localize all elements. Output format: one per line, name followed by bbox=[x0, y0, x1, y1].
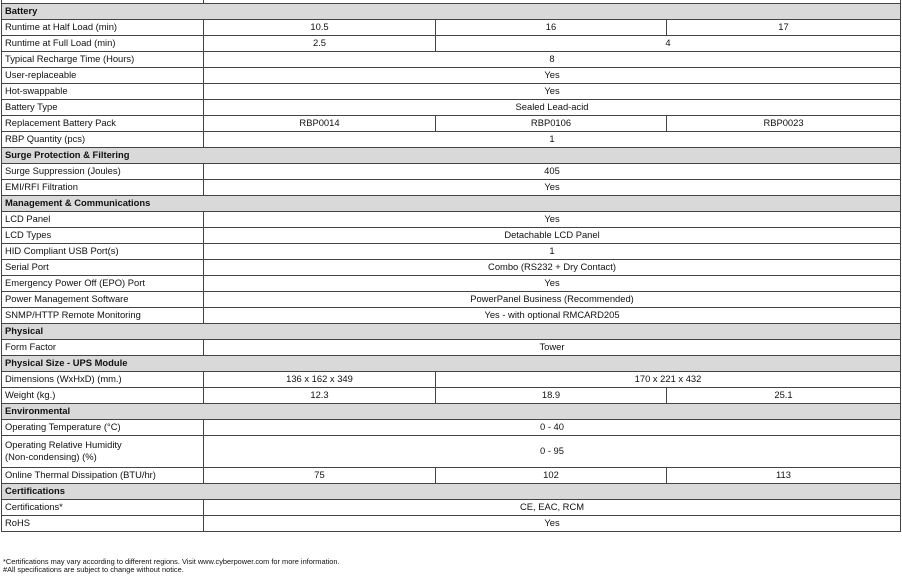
row-label: Certifications* bbox=[2, 499, 204, 515]
row-label: Power Management Software bbox=[2, 291, 204, 307]
section-header bbox=[2, 3, 901, 19]
row-label: Hot-swappable bbox=[2, 83, 204, 99]
row-value: Yes bbox=[204, 275, 901, 291]
row-value: 102 bbox=[436, 467, 667, 483]
table-row bbox=[2, 67, 901, 83]
row-label: Surge Suppression (Joules) bbox=[2, 163, 204, 179]
row-label: Serial Port bbox=[2, 259, 204, 275]
table-row bbox=[2, 515, 901, 531]
row-value: 10.5 bbox=[204, 19, 436, 35]
row-value: 1 bbox=[204, 243, 901, 259]
row-label: EMI/RFI Filtration bbox=[2, 179, 204, 195]
table-row bbox=[2, 371, 901, 387]
table-row bbox=[2, 467, 901, 483]
row-label: User-replaceable bbox=[2, 67, 204, 83]
row-value: Yes bbox=[204, 179, 901, 195]
row-label: Replacement Battery Pack bbox=[2, 115, 204, 131]
row-value: Sealed Lead-acid bbox=[204, 99, 901, 115]
table-row bbox=[2, 275, 901, 291]
section-title: Certifications bbox=[2, 483, 901, 499]
row-value: Yes bbox=[204, 83, 901, 99]
row-value: 75 bbox=[204, 467, 436, 483]
section-header bbox=[2, 195, 901, 211]
section-title: Environmental bbox=[2, 403, 901, 419]
table-row bbox=[2, 339, 901, 355]
row-label: Online Thermal Dissipation (BTU/hr) bbox=[2, 467, 204, 483]
table-row bbox=[2, 435, 901, 467]
row-value: Detachable LCD Panel bbox=[204, 227, 901, 243]
row-value: CE, EAC, RCM bbox=[204, 499, 901, 515]
row-value: 16 bbox=[436, 19, 667, 35]
table-row bbox=[2, 259, 901, 275]
row-label: Weight (kg.) bbox=[2, 387, 204, 403]
section-header bbox=[2, 355, 901, 371]
row-label: Battery Type bbox=[2, 99, 204, 115]
section-title: Surge Protection & Filtering bbox=[2, 147, 901, 163]
section-header bbox=[2, 323, 901, 339]
table-row bbox=[2, 83, 901, 99]
row-value: RBP0023 bbox=[667, 115, 901, 131]
section-title: Physical bbox=[2, 323, 901, 339]
row-value: Yes bbox=[204, 515, 901, 531]
row-label-line: Operating Relative Humidity bbox=[5, 439, 122, 450]
table-row bbox=[2, 99, 901, 115]
row-value: 136 x 162 x 349 bbox=[204, 371, 436, 387]
row-value: RBP0014 bbox=[204, 115, 436, 131]
table-row bbox=[2, 179, 901, 195]
row-value: 0 - 40 bbox=[204, 419, 901, 435]
table-row bbox=[2, 131, 901, 147]
section-header bbox=[2, 483, 901, 499]
row-label: LCD Types bbox=[2, 227, 204, 243]
row-label: Runtime at Half Load (min) bbox=[2, 19, 204, 35]
table-row bbox=[2, 115, 901, 131]
row-value: 8 bbox=[204, 51, 901, 67]
footnote-disclaimer: #All specifications are subject to change without notice. bbox=[3, 565, 184, 575]
table-row bbox=[2, 499, 901, 515]
row-value: 2.5 bbox=[204, 35, 436, 51]
row-value: 25.1 bbox=[667, 387, 901, 403]
row-value: 1 bbox=[204, 131, 901, 147]
row-value: RBP0106 bbox=[436, 115, 667, 131]
row-label: Form Factor bbox=[2, 339, 204, 355]
table-row bbox=[2, 243, 901, 259]
row-label: RBP Quantity (pcs) bbox=[2, 131, 204, 147]
row-value: Tower bbox=[204, 339, 901, 355]
specification-table bbox=[1, 0, 901, 532]
footnotes bbox=[3, 558, 340, 575]
row-value: 17 bbox=[667, 19, 901, 35]
row-label: HID Compliant USB Port(s) bbox=[2, 243, 204, 259]
row-value: Yes bbox=[204, 67, 901, 83]
footnote-certifications: *Certifications may vary according to different regions. Visit www.cyberpower.com for more information. bbox=[3, 557, 340, 566]
row-label: Runtime at Full Load (min) bbox=[2, 35, 204, 51]
row-value: Yes bbox=[204, 211, 901, 227]
row-value: PowerPanel Business (Recommended) bbox=[204, 291, 901, 307]
row-value: 12.3 bbox=[204, 387, 436, 403]
row-label: Typical Recharge Time (Hours) bbox=[2, 51, 204, 67]
section-title: Management & Communications bbox=[2, 195, 901, 211]
table-row bbox=[2, 163, 901, 179]
row-value: 0 - 95 bbox=[204, 435, 901, 467]
table-row bbox=[2, 291, 901, 307]
table-row bbox=[2, 51, 901, 67]
table-row bbox=[2, 227, 901, 243]
row-value: 405 bbox=[204, 163, 901, 179]
row-label: SNMP/HTTP Remote Monitoring bbox=[2, 307, 204, 323]
table-row bbox=[2, 419, 901, 435]
table-row bbox=[2, 19, 901, 35]
section-header bbox=[2, 403, 901, 419]
row-value: 4 bbox=[436, 35, 901, 51]
row-value: Yes - with optional RMCARD205 bbox=[204, 307, 901, 323]
section-title: Physical Size - UPS Module bbox=[2, 355, 901, 371]
row-label: Emergency Power Off (EPO) Port bbox=[2, 275, 204, 291]
row-label: Operating Temperature (°C) bbox=[2, 419, 204, 435]
table-row bbox=[2, 211, 901, 227]
row-label bbox=[2, 435, 204, 467]
row-label: RoHS bbox=[2, 515, 204, 531]
row-value: 113 bbox=[667, 467, 901, 483]
row-value: 18.9 bbox=[436, 387, 667, 403]
row-label: Dimensions (WxHxD) (mm.) bbox=[2, 371, 204, 387]
section-title: Battery bbox=[2, 3, 901, 19]
row-label-line: (Non-condensing) (%) bbox=[5, 451, 97, 462]
table-row bbox=[2, 35, 901, 51]
table-row bbox=[2, 387, 901, 403]
section-header bbox=[2, 147, 901, 163]
row-label: LCD Panel bbox=[2, 211, 204, 227]
row-value: Combo (RS232 + Dry Contact) bbox=[204, 259, 901, 275]
row-value: 170 x 221 x 432 bbox=[436, 371, 901, 387]
table-row bbox=[2, 307, 901, 323]
